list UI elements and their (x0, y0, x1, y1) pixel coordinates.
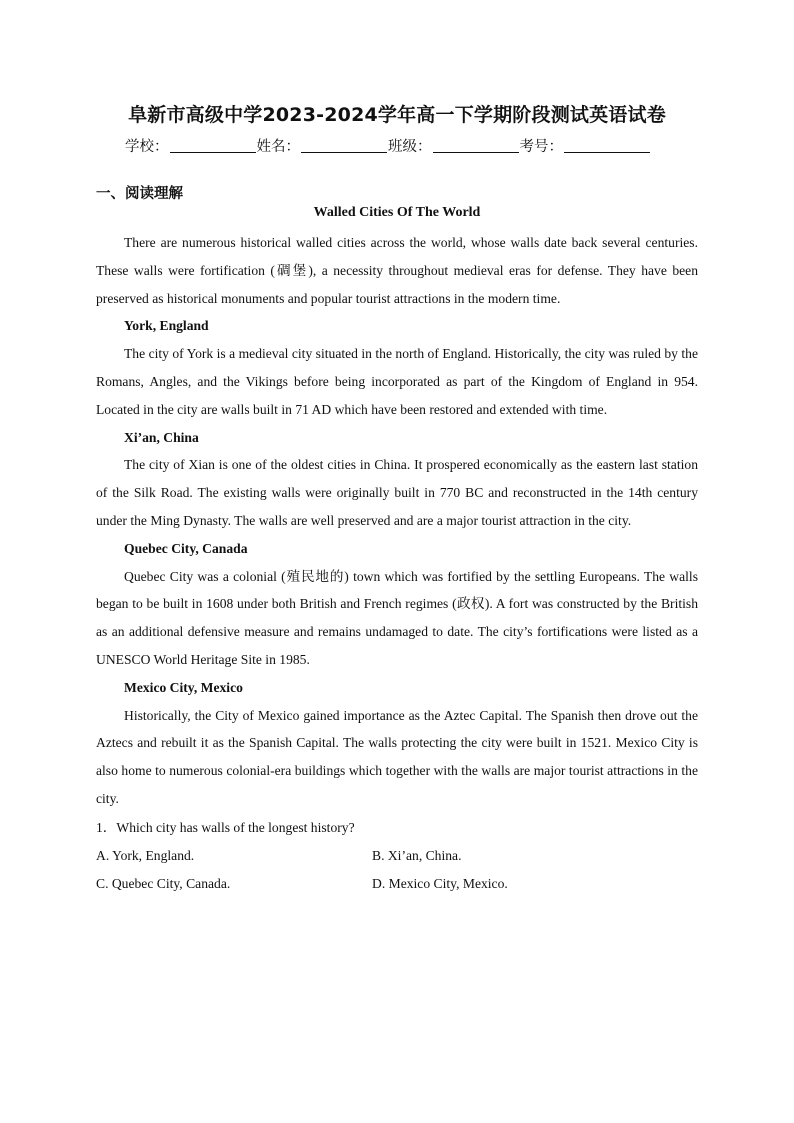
york-heading: York, England (124, 318, 209, 334)
passage-body (96, 229, 698, 898)
name-label: 姓名： (256, 139, 300, 155)
number-label: 考号： (519, 139, 563, 155)
passage-title: Walled Cities Of The World (313, 205, 481, 220)
name-blank[interactable] (301, 138, 387, 153)
class-label: 班级： (388, 139, 432, 155)
class-blank[interactable] (433, 138, 519, 153)
student-info-line (125, 135, 651, 156)
xian-paragraph: The city of Xian is one of the oldest cities in China. It prospered economically as the eastern last station of the Silk Road. The existing walls were originally built in 770 BC and reconstructed in the 14th century under the Ming Dynasty. The walls are well preserved and are a major tourist attraction in the city. (96, 457, 698, 528)
mexico-heading: Mexico City, Mexico (124, 679, 243, 695)
york-paragraph: The city of York is a medieval city situated in the north of England. Historically, the city was ruled by the Romans, Angles, and the Vikings before being incorporated as part of the Kingdom of England in 954. Located in the city are walls built in 71 AD which have been restored and extended with time. (96, 346, 698, 417)
mexico-paragraph: Historically, the City of Mexico gained importance as the Aztec Capital. The Spanish then drove out the Aztecs and rebuilt it as the Spanish Capital. The walls protecting the city were built in 1521. Mexico City is also home to numerous colonial-era buildings which together with the walls are major tourist attractions in the city. (96, 707, 698, 806)
question-1-options (96, 842, 698, 898)
exam-title: 阜新市高级中学2023-2024学年高一下学期阶段测试英语试卷 (128, 104, 666, 126)
quebec-paragraph: Quebec City was a colonial (殖民地的) town which was fortified by the settling Europeans. The walls began to be built in 1608 under both British and French regimes (政权). A fort was constructed by the British as an additional defensive measure and remains undamaged to date. The city’s fortifications were listed as a UNESCO World Heritage Site in 1985. (96, 568, 698, 667)
xian-heading: Xi’an, China (124, 429, 199, 445)
option-d[interactable]: D. Mexico City, Mexico. (372, 875, 508, 891)
option-b[interactable]: B. Xi’an, China. (372, 847, 462, 863)
quebec-heading: Quebec City, Canada (124, 540, 248, 556)
school-label: 学校： (125, 139, 169, 155)
intro-paragraph: There are numerous historical walled cities across the world, whose walls date back several centuries. These walls were fortification (碉堡), a necessity throughout medieval eras for defense. They have been preserved as historical monuments and popular tourist attractions in the modern time. (96, 235, 698, 306)
section-heading: 一、阅读理解 (96, 186, 183, 202)
question-1-stem: 1．Which city has walls of the longest history? (96, 819, 355, 835)
school-blank[interactable] (170, 138, 256, 153)
option-a[interactable]: A. York, England. (96, 847, 195, 863)
number-blank[interactable] (564, 138, 650, 153)
option-c[interactable]: C. Quebec City, Canada. (96, 875, 231, 891)
